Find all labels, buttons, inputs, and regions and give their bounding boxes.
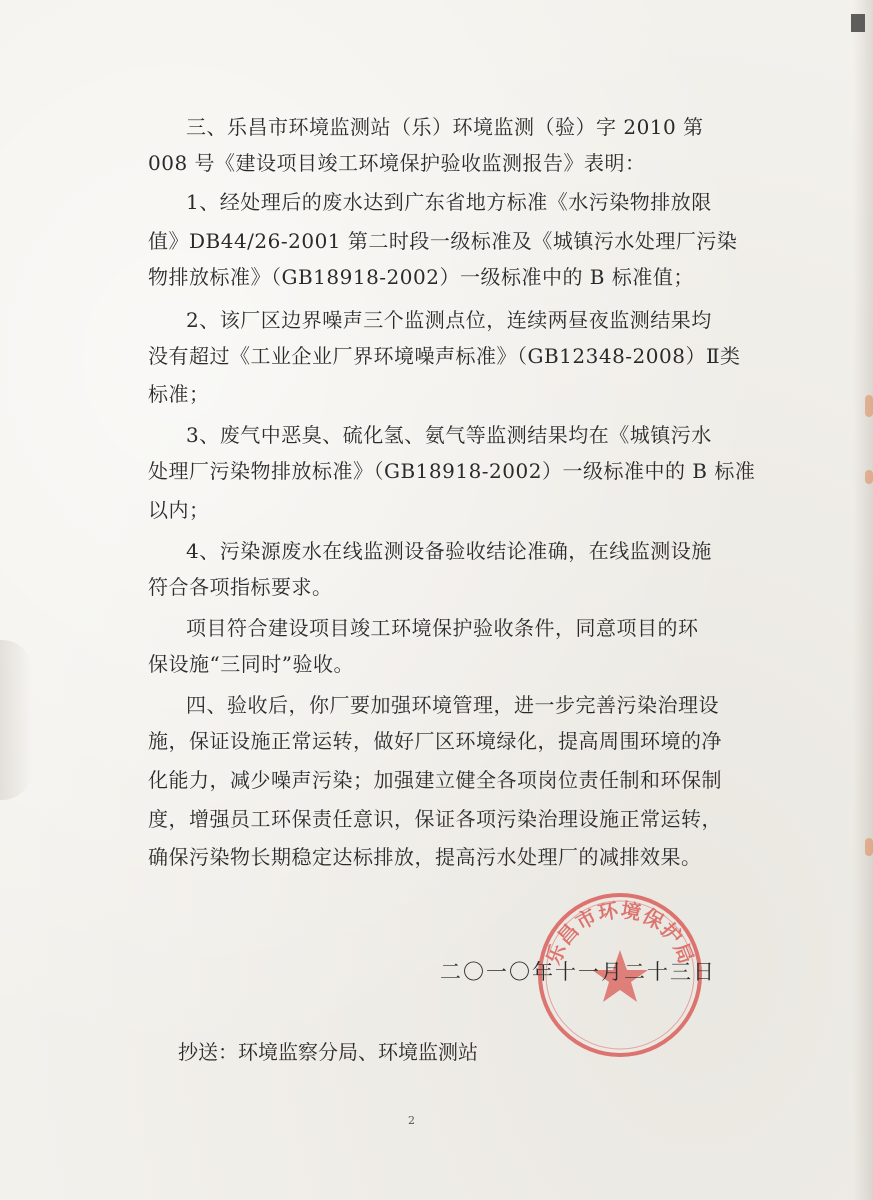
body-line: 施，保证设施正常运转，做好厂区环境绿化，提高周围环境的净 — [148, 729, 722, 753]
body-line: 1、经处理后的废水达到广东省地方标准《水污染物排放限 — [186, 190, 712, 214]
body-line: 化能力，减少噪声污染；加强建立健全各项岗位责任制和环保制 — [148, 768, 722, 792]
body-line: 四、验收后，你厂要加强环境管理，进一步完善污染治理设 — [186, 693, 719, 717]
seal-text: 乐昌市环境保护局 — [540, 897, 700, 968]
body-line: 值》DB44/26-2001 第二时段一级标准及《城镇污水处理厂污染 — [148, 229, 738, 253]
body-line: 以内； — [148, 498, 210, 522]
body-line: 008 号《建设项目竣工环境保护验收监测报告》表明： — [148, 151, 646, 175]
body-line: 4、污染源废水在线监测设备验收结论准确，在线监测设施 — [186, 539, 712, 563]
body-line: 处理厂污染物排放标准》（GB18918-2002）一级标准中的 B 标准 — [148, 459, 756, 483]
body-line: 3、废气中恶臭、硫化氢、氨气等监测结果均在《城镇污水 — [186, 423, 712, 447]
cc-recipients: 抄送：环境监察分局、环境监测站 — [178, 1040, 478, 1064]
paper-crease — [0, 640, 32, 800]
document-date: 二〇一〇年十一月二十三日 — [440, 960, 716, 984]
page-edge-shadow — [853, 0, 873, 1200]
edge-stain — [865, 838, 873, 856]
corner-mark — [851, 14, 865, 32]
body-line: 确保污染物长期稳定达标排放，提高污水处理厂的减排效果。 — [148, 845, 702, 869]
page-number: 2 — [408, 1114, 415, 1127]
body-line: 标准； — [148, 382, 210, 406]
body-line: 度，增强员工环保责任意识，保证各项污染治理设施正常运转， — [148, 807, 722, 831]
body-line: 2、该厂区边界噪声三个监测点位，连续两昼夜监测结果均 — [186, 308, 712, 332]
body-line: 没有超过《工业企业厂界环境噪声标准》（GB12348-2008）Ⅱ类 — [148, 344, 741, 368]
body-line: 符合各项指标要求。 — [148, 575, 333, 599]
body-line: 三、乐昌市环境监测站（乐）环境监测（验）字 2010 第 — [186, 115, 704, 139]
edge-stain — [865, 470, 873, 484]
edge-stain — [865, 395, 873, 417]
body-line: 项目符合建设项目竣工环境保护验收条件，同意项目的环 — [186, 616, 699, 640]
body-line: 保设施“三同时”验收。 — [148, 652, 354, 676]
body-line: 物排放标准》（GB18918-2002）一级标准中的 B 标准值； — [148, 265, 694, 289]
